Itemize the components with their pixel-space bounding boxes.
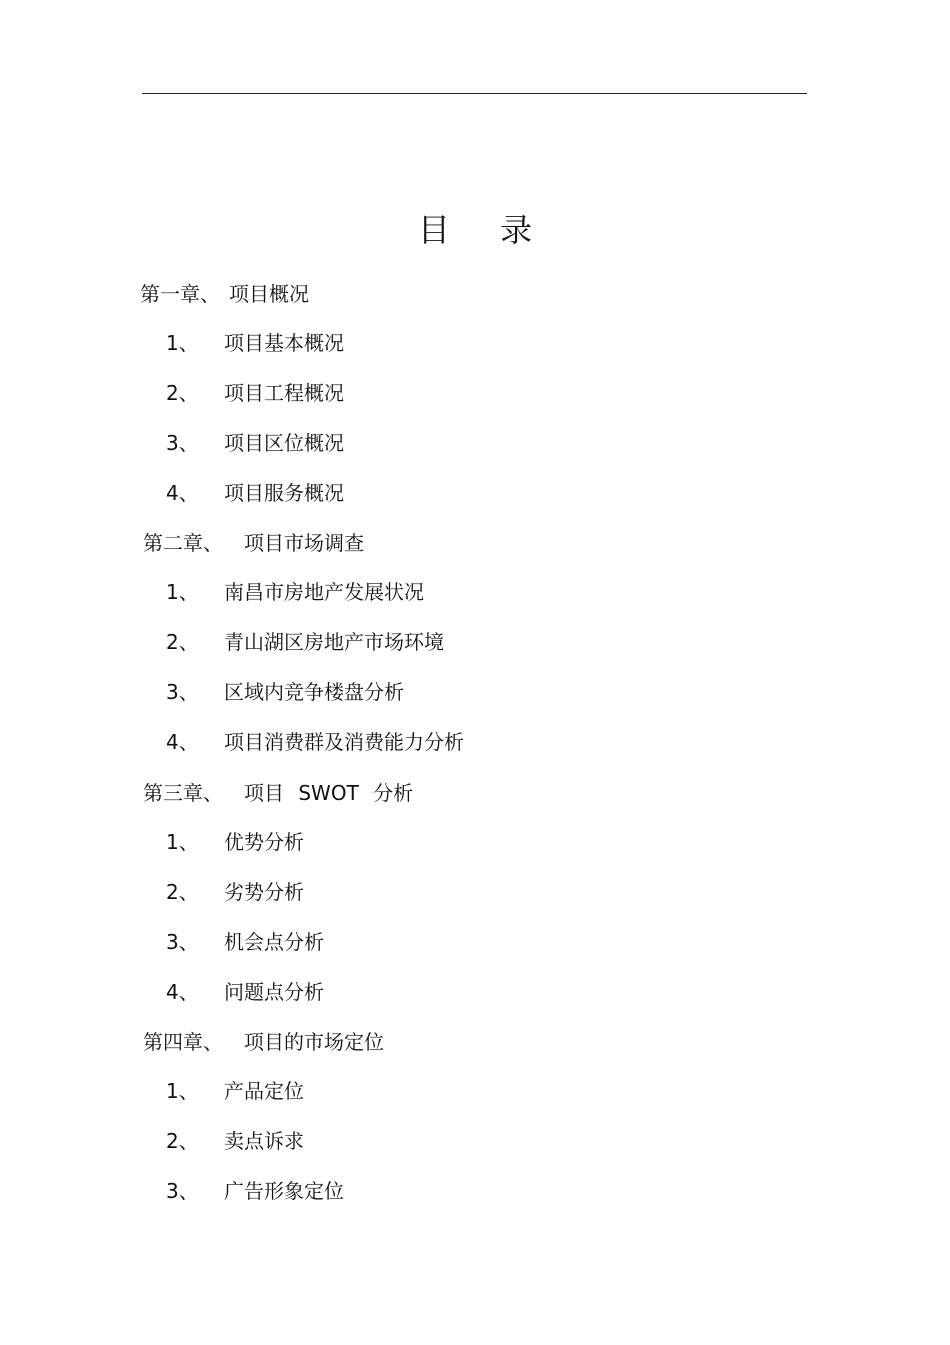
item-number: 2、 [166,630,199,654]
chapter-number: 第三章、 [143,781,223,805]
item-number: 1、 [166,331,199,355]
item-number: 4、 [166,980,199,1004]
item-title: 优势分析 [224,830,304,854]
item-title: 项目消费群及消费能力分析 [224,730,464,754]
chapter-number: 第二章、 [143,531,223,555]
item-title: 项目基本概况 [224,331,344,355]
item-number: 3、 [166,431,199,455]
item-title: 广告形象定位 [224,1179,344,1203]
item-number: 3、 [166,680,199,704]
item-title: 问题点分析 [224,980,324,1004]
item-title: 项目区位概况 [224,431,344,455]
chapter-number: 第四章、 [143,1030,223,1054]
item-number: 4、 [166,481,199,505]
item-number: 1、 [166,580,199,604]
item-title: 项目服务概况 [224,481,344,505]
item-title: 产品定位 [224,1079,304,1103]
item-number: 3、 [166,930,199,954]
item-title: 卖点诉求 [224,1129,304,1153]
chapter-title: 项目概况 [229,282,309,306]
header-rule [142,93,807,94]
chapter-title: 项目市场调查 [244,531,364,555]
chapter-title: 项目 SWOT 分析 [244,781,414,805]
chapter-number: 第一章、 [140,282,220,306]
item-number: 1、 [166,830,199,854]
item-number: 1、 [166,1079,199,1103]
page-title: 目 录 [417,211,553,249]
item-title: 机会点分析 [224,930,324,954]
item-title: 劣势分析 [224,880,304,904]
chapter-title: 项目的市场定位 [244,1030,384,1054]
item-title: 项目工程概况 [224,381,344,405]
item-title: 青山湖区房地产市场环境 [224,630,444,654]
item-number: 2、 [166,880,199,904]
item-title: 区域内竞争楼盘分析 [224,680,404,704]
item-number: 2、 [166,1129,199,1153]
item-number: 3、 [166,1179,199,1203]
item-number: 2、 [166,381,199,405]
item-number: 4、 [166,730,199,754]
item-title: 南昌市房地产发展状况 [224,580,424,604]
